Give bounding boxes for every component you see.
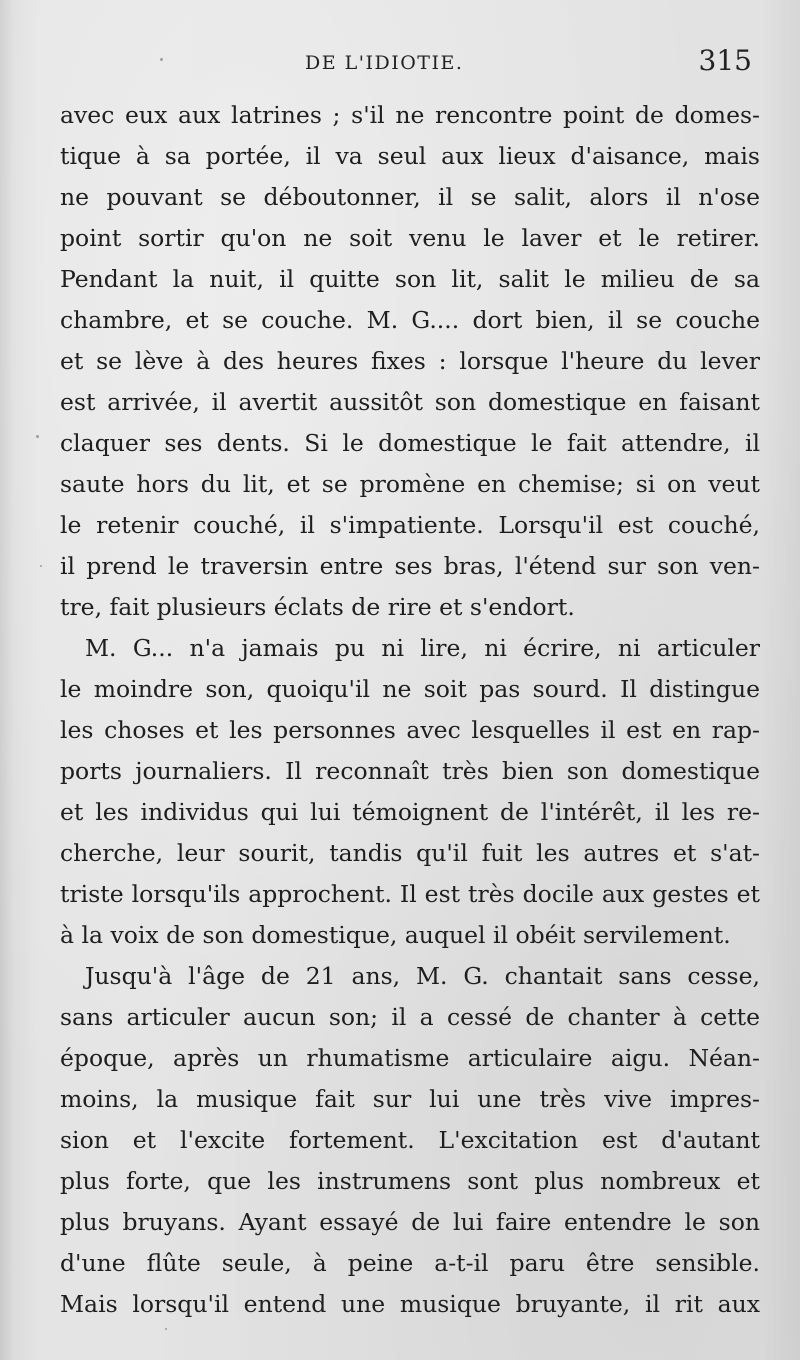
text-line: le moindre son, quoiqu'il ne soit pas sourd. Il distingue: [60, 675, 760, 703]
text-line: plus forte, que les instrumens sont plus nombreux et: [60, 1167, 760, 1195]
text-line: sion et l'excite fortement. L'excitation est d'autant: [60, 1126, 760, 1154]
text-line: claquer ses dents. Si le domestique le fait attendre, il: [60, 429, 760, 457]
paper-speck: [36, 435, 39, 438]
text-line: est arrivée, il avertit aussitôt son domestique en faisant: [60, 388, 760, 416]
running-title: DE L'IDIOTIE.: [305, 52, 464, 74]
text-line: sans articuler aucun son; il a cessé de chanter à cette: [60, 1003, 760, 1031]
text-line: et se lève à des heures fixes : lorsque l'heure du lever: [60, 347, 760, 375]
text-line: point sortir qu'on ne soit venu le laver et le retirer.: [60, 224, 760, 252]
text-line: plus bruyans. Ayant essayé de lui faire entendre le son: [60, 1208, 760, 1236]
text-line: les choses et les personnes avec lesquelles il est en rap-: [60, 716, 760, 744]
body-text: [60, 95, 760, 1325]
text-line: tique à sa portée, il va seul aux lieux d'aisance, mais: [60, 142, 760, 170]
text-line: ne pouvant se déboutonner, il se salit, alors il n'ose: [60, 183, 760, 211]
text-line: et les individus qui lui témoignent de l'intérêt, il les re-: [60, 798, 760, 826]
text-line: M. G... n'a jamais pu ni lire, ni écrire, ni articuler: [85, 634, 760, 662]
paragraph: [60, 628, 760, 956]
text-line: triste lorsqu'ils approchent. Il est très docile aux gestes et: [60, 880, 760, 908]
text-line: d'une flûte seule, à peine a-t-il paru être sensible.: [60, 1249, 760, 1277]
text-line: ports journaliers. Il reconnaît très bien son domestique: [60, 757, 760, 785]
text-line: moins, la musique fait sur lui une très vive impres-: [60, 1085, 760, 1113]
text-line: cherche, leur sourit, tandis qu'il fuit les autres et s'at-: [60, 839, 760, 867]
page-number: 315: [698, 44, 752, 77]
text-line: avec eux aux latrines ; s'il ne rencontre point de domes-: [60, 101, 760, 129]
text-line: il prend le traversin entre ses bras, l'étend sur son ven-: [60, 552, 760, 580]
paper-speck: [40, 565, 42, 567]
text-line: à la voix de son domestique, auquel il obéit servilement.: [60, 921, 731, 949]
paper-speck: [160, 58, 163, 61]
text-line: tre, fait plusieurs éclats de rire et s'endort.: [60, 593, 575, 621]
paragraph: [60, 956, 760, 1325]
text-line: Jusqu'à l'âge de 21 ans, M. G. chantait sans cesse,: [85, 962, 760, 990]
text-line: le retenir couché, il s'impatiente. Lorsqu'il est couché,: [60, 511, 760, 539]
paragraph: [60, 95, 760, 628]
page-header: [60, 44, 760, 84]
text-line: époque, après un rhumatisme articulaire aigu. Néan-: [60, 1044, 760, 1072]
paper-speck: [165, 1328, 167, 1330]
text-line: saute hors du lit, et se promène en chemise; si on veut: [60, 470, 760, 498]
text-line: chambre, et se couche. M. G.... dort bien, il se couche: [60, 306, 760, 334]
text-line: Pendant la nuit, il quitte son lit, salit le milieu de sa: [60, 265, 760, 293]
text-line: Mais lorsqu'il entend une musique bruyante, il rit aux: [60, 1290, 760, 1318]
